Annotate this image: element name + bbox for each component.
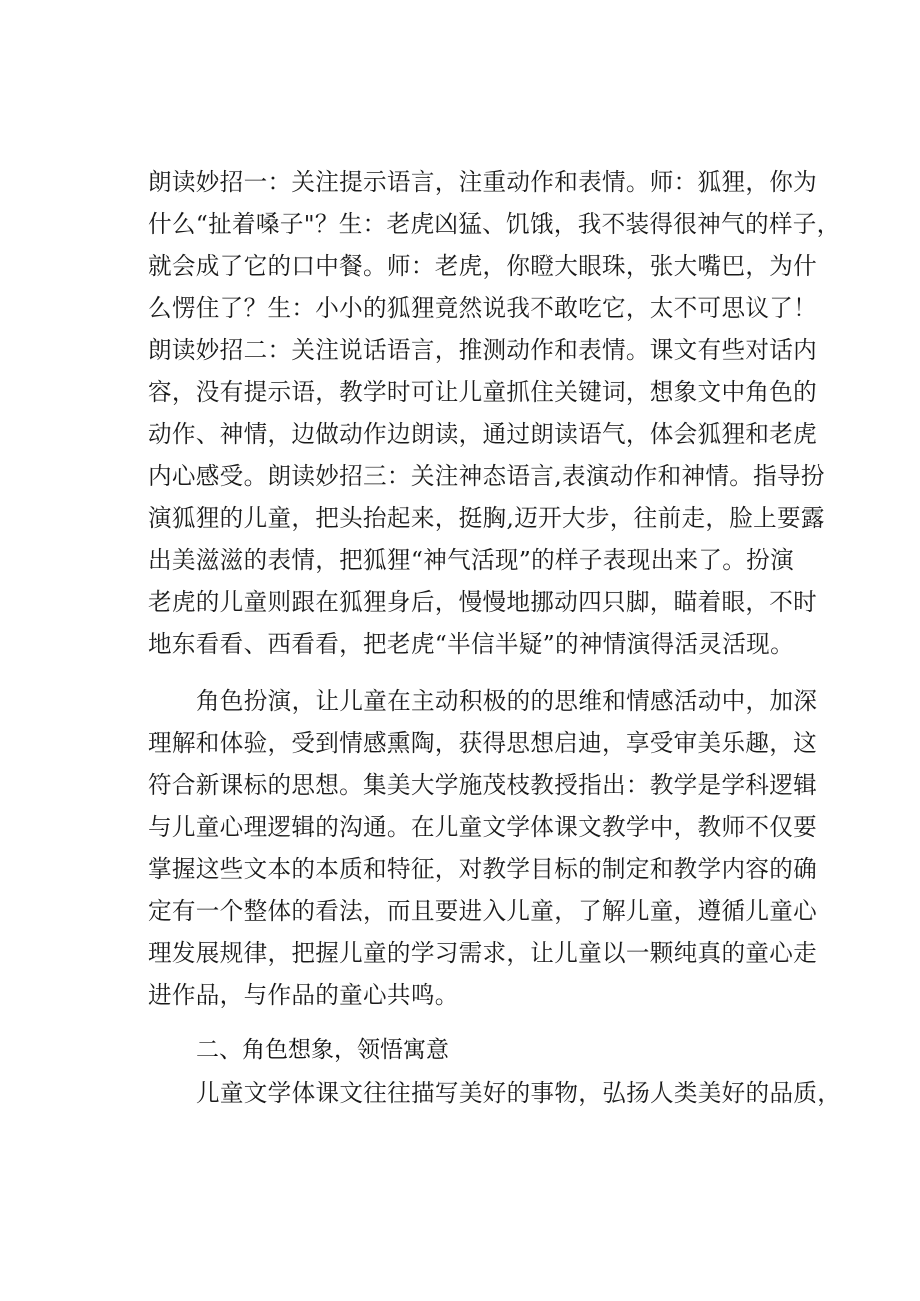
text-line: 与儿童心理逻辑的沟通。在儿童文学体课文教学中，教师不仅要 bbox=[148, 813, 818, 841]
text-line: 老虎的儿童则跟在狐狸身后，慢慢地挪动四只脚，瞄着眼，不时 bbox=[148, 588, 818, 616]
text-line: 定有一个整体的看法，而且要进入儿童，了解儿童，遵循儿童心 bbox=[148, 897, 818, 925]
text-line: 出美滋滋的表情，把狐狸“神气活现”的样子表现出来了。扮演 bbox=[148, 546, 794, 574]
text-line: 什么“扯着嗓子"？生：老虎凶猛、饥饿，我不装得很神气的样子， bbox=[148, 210, 841, 238]
text-line: 角色扮演，让儿童在主动积极的的思维和情感活动中，加深 bbox=[196, 687, 818, 715]
text-line: 进作品，与作品的童心共鸣。 bbox=[148, 981, 459, 1009]
section-heading: 二、角色想象，领悟寓意 bbox=[196, 1037, 449, 1063]
text-line: 理解和体验，受到情感熏陶，获得思想启迪，享受审美乐趣，这 bbox=[148, 729, 818, 757]
text-line: 掌握这些文本的本质和特征，对教学目标的制定和教学内容的确 bbox=[148, 855, 818, 883]
text-line: 儿童文学体课文往往描写美好的事物，弘扬人类美好的品质， bbox=[196, 1079, 842, 1107]
text-line: 符合新课标的思想。集美大学施茂枝教授指出：教学是学科逻辑 bbox=[148, 771, 818, 799]
text-line: 就会成了它的口中餐。师：老虎，你瞪大眼珠，张大嘴巴，为什 bbox=[148, 252, 818, 280]
text-line: 内心感受。朗读妙招三：关注神态语言,表演动作和神情。指导扮 bbox=[148, 462, 825, 490]
text-line: 么愣住了？生：小小的狐狸竟然说我不敢吃它，太不可思议了！ bbox=[148, 294, 818, 322]
text-line: 演狐狸的儿童，把头抬起来，挺胸,迈开大步，往前走，脸上要露 bbox=[148, 504, 825, 532]
text-line: 朗读妙招二：关注说话语言，推测动作和表情。课文有些对话内 bbox=[148, 336, 818, 364]
text-line: 动作、神情，边做动作边朗读，通过朗读语气，体会狐狸和老虎 bbox=[148, 420, 818, 448]
text-line: 容，没有提示语，教学时可让儿童抓住关键词，想象文中角色的 bbox=[148, 378, 818, 406]
text-line: 理发展规律，把握儿童的学习需求，让儿童以一颗纯真的童心走 bbox=[148, 939, 818, 967]
text-line: 朗读妙招一：关注提示语言，注重动作和表情。师：狐狸，你为 bbox=[148, 168, 818, 196]
text-line: 地东看看、西看看，把老虎“半信半疑”的神情演得活灵活现。 bbox=[148, 630, 794, 658]
